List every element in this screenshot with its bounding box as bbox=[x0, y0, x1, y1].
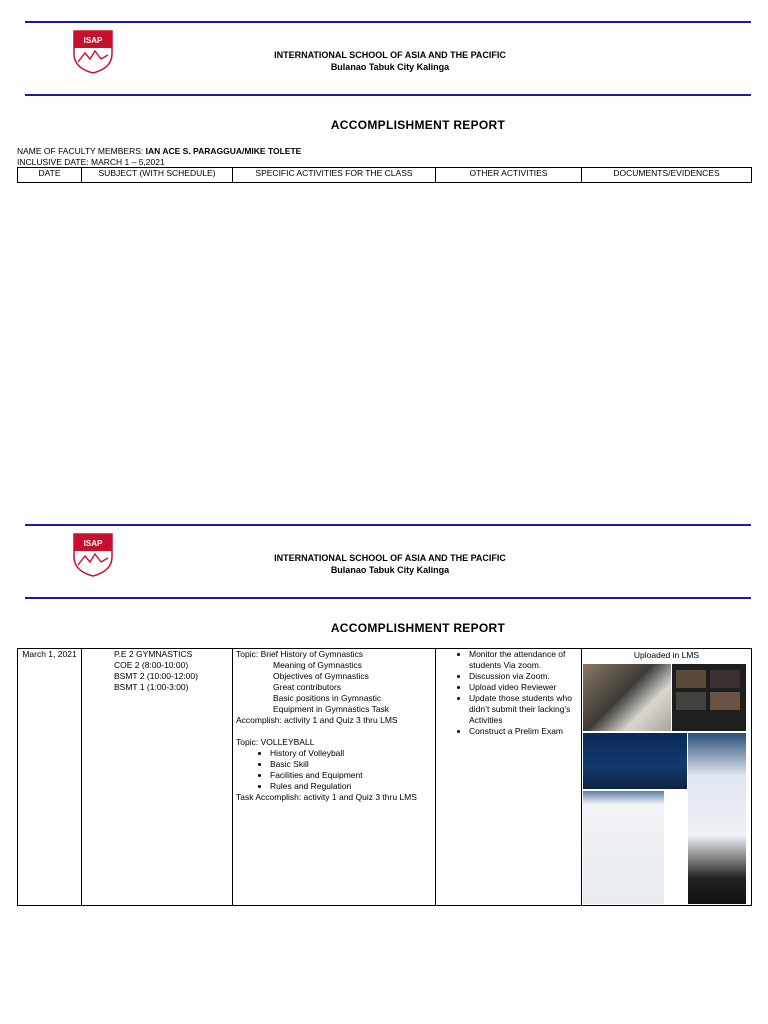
inclusive-date: INCLUSIVE DATE: MARCH 1 – 5,2021 bbox=[17, 157, 165, 167]
topic-volleyball: Topic: VOLLEYBALL bbox=[236, 737, 315, 747]
evidence-photo-zoom bbox=[672, 664, 746, 731]
volleyball-list bbox=[236, 748, 432, 792]
date-text: March 1, 2021 bbox=[22, 649, 77, 659]
logo-text: ISAP bbox=[83, 539, 103, 548]
list-item: • Discussion via Zoom. bbox=[469, 671, 578, 682]
school-logo bbox=[70, 28, 116, 74]
evidence-screen-exam bbox=[583, 791, 664, 904]
col-other: OTHER ACTIVITIES bbox=[436, 168, 582, 183]
top-rule bbox=[25, 524, 751, 526]
other-activities-list bbox=[439, 649, 578, 737]
faculty-line bbox=[17, 146, 301, 156]
school-name: INTERNATIONAL SCHOOL OF ASIA AND THE PACIFIC bbox=[274, 50, 506, 60]
list-item: • Monitor the attendance of students Via zoom. bbox=[469, 649, 578, 671]
evidence-screen-lms bbox=[688, 733, 746, 904]
topic-item: Objectives of Gymnastics bbox=[273, 671, 369, 681]
list-item: • Construct a Prelim Exam bbox=[469, 726, 578, 737]
bottom-rule bbox=[25, 94, 751, 96]
subject-line: P.E 2 GYMNASTICS bbox=[114, 649, 193, 659]
school-address: Bulanao Tabuk City Kalinga bbox=[330, 62, 450, 72]
subject-line: COE 2 (8:00-10:00) bbox=[114, 660, 189, 670]
list-item: • Upload video Reviewer bbox=[469, 682, 578, 693]
evidence-collage bbox=[582, 661, 751, 904]
other-activities-cell bbox=[436, 649, 582, 906]
school-logo bbox=[70, 531, 116, 577]
faculty-label: NAME OF FACULTY MEMBERS: bbox=[17, 146, 144, 156]
page-two bbox=[0, 503, 768, 1023]
col-documents: DOCUMENTS/EVIDENCES bbox=[582, 168, 752, 183]
topic-item: Great contributors bbox=[273, 682, 342, 692]
list-item: • History of Volleyball bbox=[270, 748, 432, 759]
evidence-label: Uploaded in LMS bbox=[633, 650, 700, 660]
top-rule bbox=[25, 21, 751, 23]
school-name: INTERNATIONAL SCHOOL OF ASIA AND THE PACIFIC bbox=[274, 553, 506, 563]
subject-cell bbox=[82, 649, 233, 906]
list-item: • Facilities and Equipment bbox=[270, 770, 432, 781]
header-table bbox=[17, 167, 752, 183]
school-address: Bulanao Tabuk City Kalinga bbox=[330, 565, 450, 575]
col-date: DATE bbox=[18, 168, 82, 183]
accomplish-gymnastics: Accomplish: activity 1 and Quiz 3 thru LMS bbox=[236, 715, 398, 725]
evidence-photo-laptop bbox=[583, 664, 671, 731]
col-activities: SPECIFIC ACTIVITIES FOR THE CLASS bbox=[233, 168, 436, 183]
activities-cell bbox=[233, 649, 436, 906]
school-header bbox=[180, 49, 600, 73]
subject-line: BSMT 2 (10:00-12:00) bbox=[114, 671, 198, 681]
topic-gymnastics: Topic: Brief History of Gymnastics bbox=[236, 649, 364, 659]
accomplish-volleyball: Task Accomplish: activity 1 and Quiz 3 thru LMS bbox=[236, 792, 417, 802]
table-row bbox=[18, 649, 752, 906]
evidence-screen-reviewer bbox=[583, 733, 687, 789]
documents-cell bbox=[582, 649, 752, 906]
list-item: • Basic Skill bbox=[270, 759, 432, 770]
report-table bbox=[17, 648, 752, 906]
bottom-rule bbox=[25, 597, 751, 599]
school-header bbox=[180, 552, 600, 576]
topic-item: Meaning of Gymnastics bbox=[273, 660, 362, 670]
date-cell bbox=[18, 649, 82, 906]
subject-line: BSMT 1 (1:00-3:00) bbox=[114, 682, 189, 692]
report-title: ACCOMPLISHMENT REPORT bbox=[330, 118, 506, 132]
col-subject: SUBJECT (WITH SCHEDULE) bbox=[82, 168, 233, 183]
list-item: • Rules and Regulation bbox=[270, 781, 432, 792]
logo-text: ISAP bbox=[83, 36, 103, 45]
report-title: ACCOMPLISHMENT REPORT bbox=[330, 621, 506, 635]
topic-item: Equipment in Gymnastics Task bbox=[273, 704, 390, 714]
table-header-row bbox=[18, 168, 752, 183]
list-item: • Update those students who didn’t submit their lacking’s Activities bbox=[469, 693, 578, 726]
faculty-names: IAN ACE S. PARAGGUA/MIKE TOLETE bbox=[145, 146, 302, 156]
topic-item: Basic positions in Gymnastic bbox=[273, 693, 382, 703]
